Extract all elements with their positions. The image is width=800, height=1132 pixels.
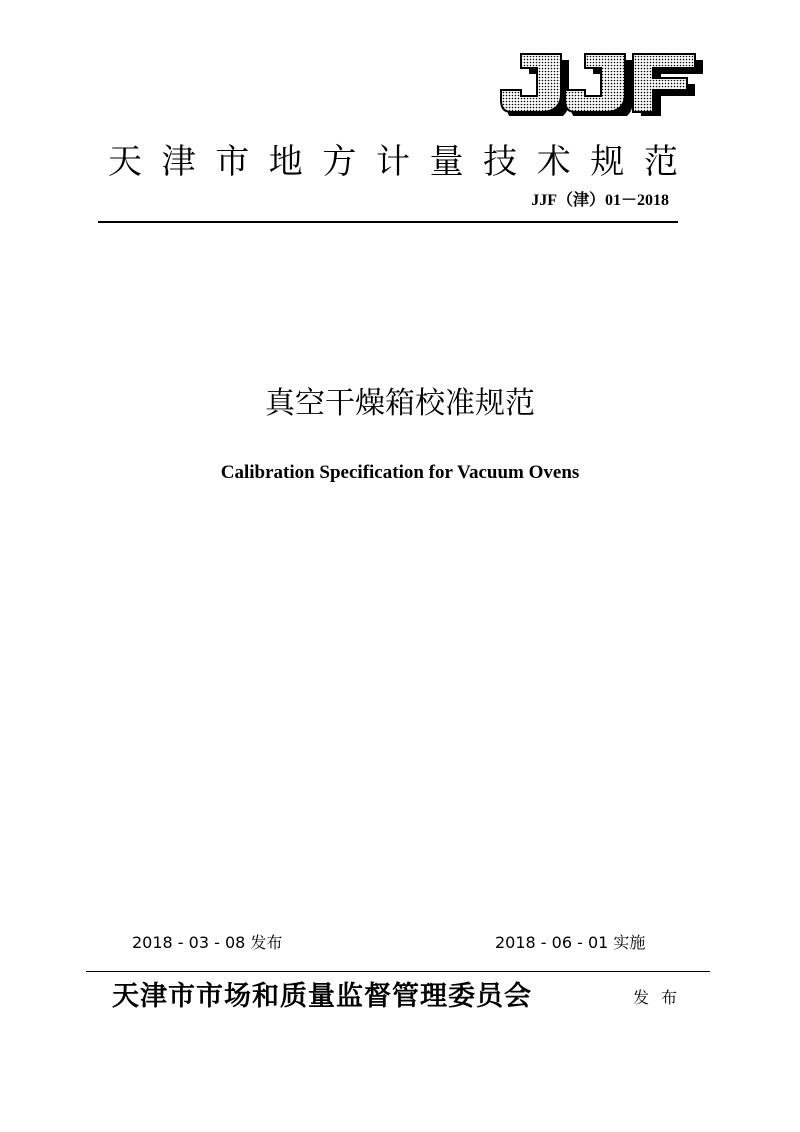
- title-char: 量: [429, 142, 464, 182]
- effective-date: 2018 - 06 - 01 实施: [495, 933, 646, 952]
- title-char: 方: [322, 142, 357, 182]
- title-char: 市: [215, 142, 250, 182]
- title-char: 范: [643, 142, 678, 182]
- title-char: 地: [268, 142, 303, 182]
- title-char: 规: [590, 142, 625, 182]
- issuing-authority-suffix: 发布: [633, 988, 690, 1007]
- issuing-authority: 天津市市场和质量监督管理委员会: [112, 981, 532, 1012]
- title-char: 术: [536, 142, 571, 182]
- header-divider: [98, 221, 678, 223]
- title-char: 津: [161, 142, 196, 182]
- footer-divider: [86, 971, 710, 972]
- title-char: 天: [108, 142, 142, 182]
- document-title-english: Calibration Specification for Vacuum Ovens: [220, 462, 580, 483]
- jjf-logo: [499, 52, 703, 116]
- document-number: JJF（津）01－2018: [531, 192, 669, 209]
- issuing-standard-series-title: [108, 139, 678, 185]
- title-char: 计: [375, 142, 410, 182]
- issue-date: 2018 - 03 - 08 发布: [132, 933, 283, 952]
- title-char: 技: [483, 142, 518, 182]
- document-title-chinese: 真空干燥箱校准规范: [265, 386, 535, 421]
